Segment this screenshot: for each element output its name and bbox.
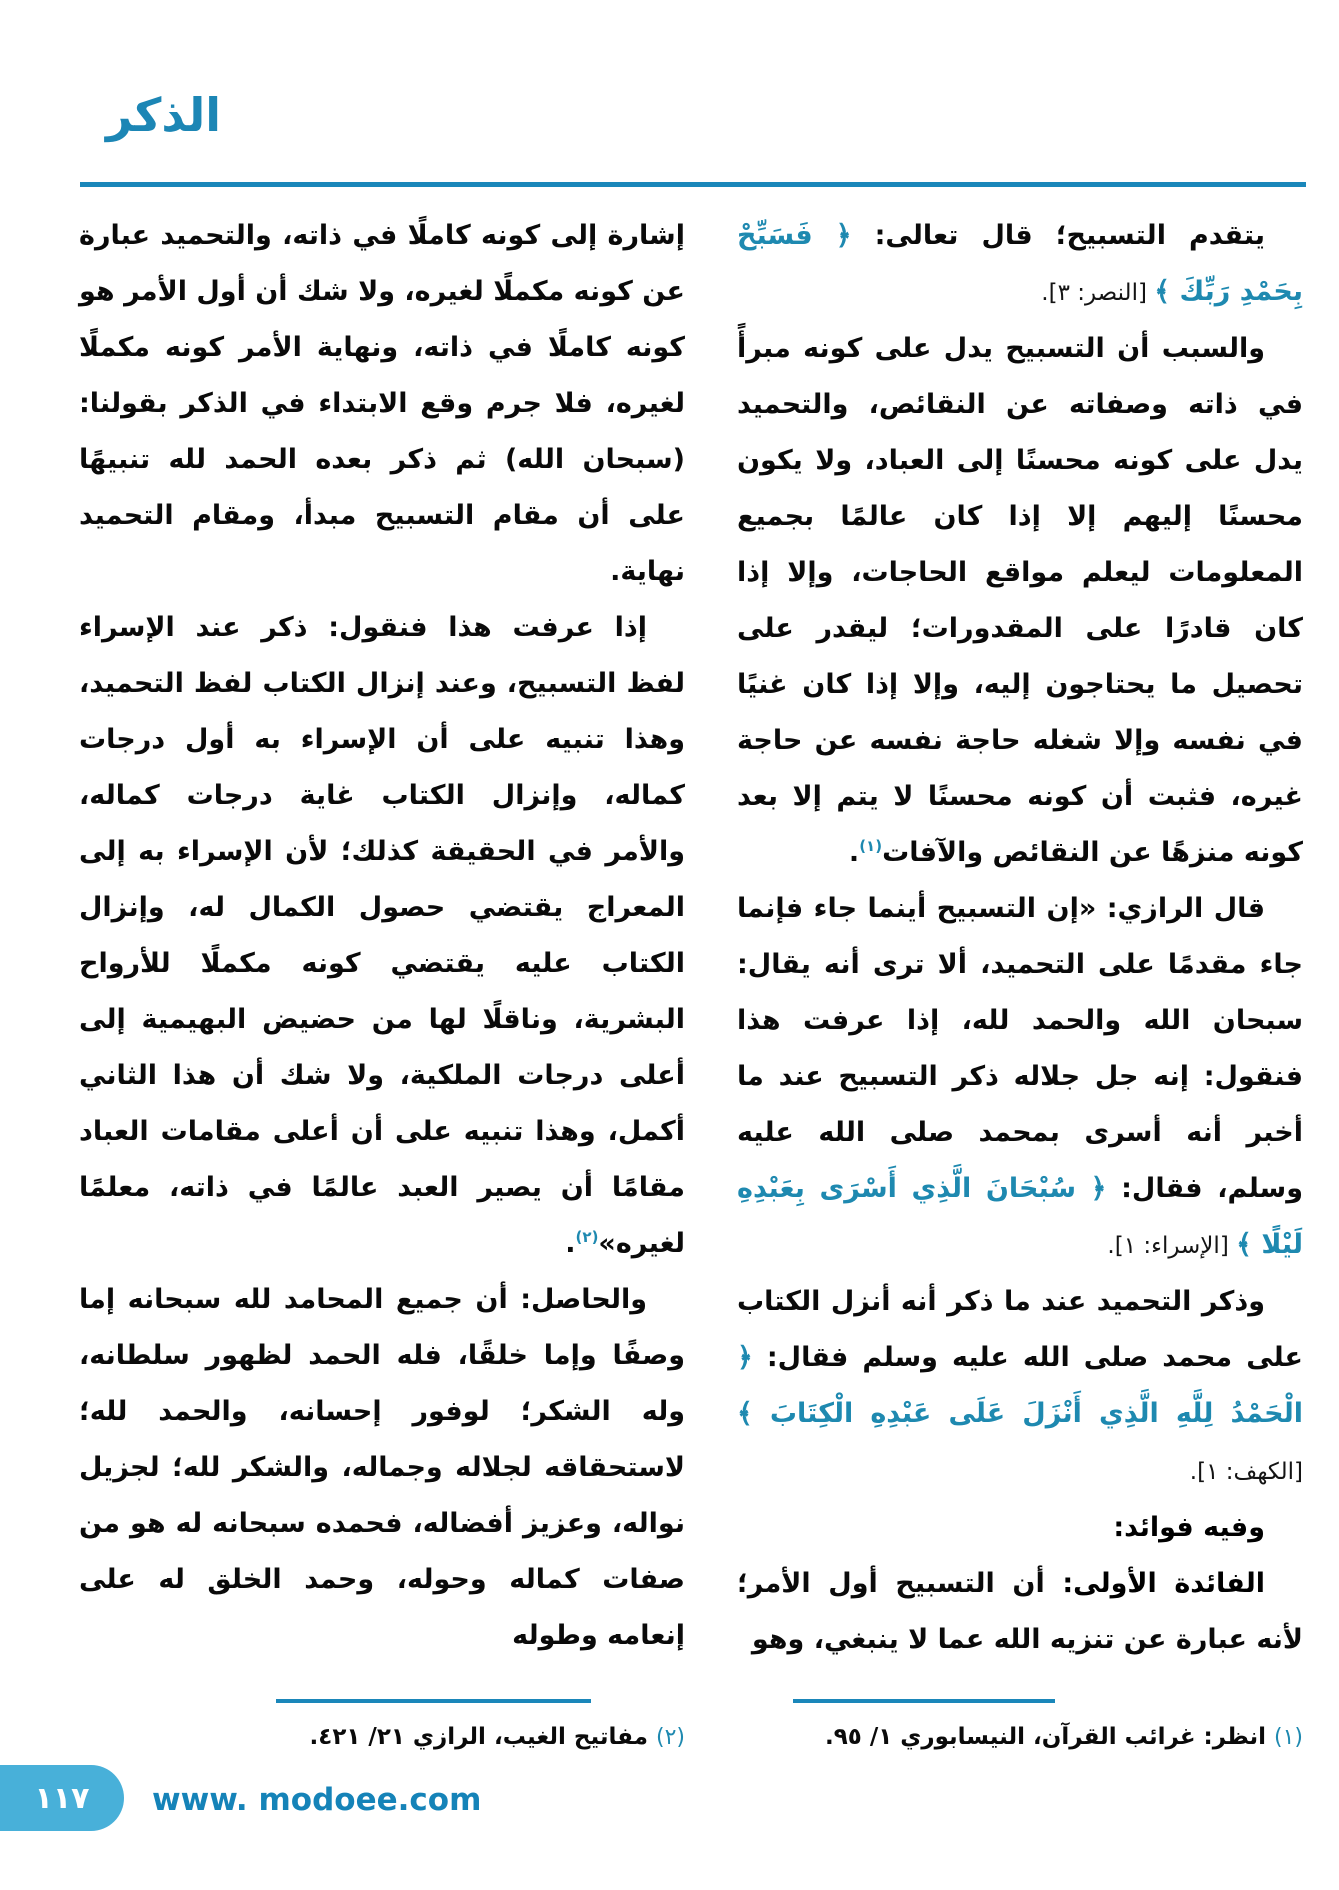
footnote-marker-1: (١) — [859, 837, 883, 855]
verse-reference: [الإسراء: ١]. — [1107, 1233, 1237, 1259]
paragraph-isra-tanbih — [79, 600, 685, 1272]
paragraph-razi-quote — [737, 881, 1303, 1274]
footnotes-right — [737, 1699, 1303, 1756]
paragraph-tasbih-reason — [737, 321, 1303, 881]
paragraph-text: وذكر التحميد عند ما ذكر أنه أنزل الكتاب على محمد صلى الله عليه وسلم فقال: — [737, 1286, 1303, 1373]
page-number-pill — [0, 1765, 124, 1831]
footnote-entry — [79, 1719, 685, 1756]
paragraph-text: . — [565, 1228, 576, 1259]
quran-verse: ﴿ سُبْحَانَ الَّذِي أَسْرَى بِعَبْدِهِ لَيْلًا ﴾ — [737, 1173, 1303, 1260]
paragraph-text: إذا عرفت هذا فنقول: ذكر عند الإسراء لفظ التسبيح، وعند إنزال الكتاب لفظ التحميد، وهذا تنبيه على أن الإسراء به أول درجات كماله، وإنزال الكتاب غاية درجات كماله، والأمر في الحقيقة كذلك؛ لأن الإسراء به إلى المعراج يقتضي حصول الكمال له، وإنزال الكتاب عليه يقتضي كونه مكملًا للأرواح البشرية، وناقلًا لها من حضيض البهيمية إلى أعلى درجات الملكية، ولا شك أن هذا الثاني أكمل، وهذا تنبيه على أن أعلى مقامات العباد مقامًا أن يصير العبد عالمًا في ذاته، معلمًا لغيره» — [79, 612, 685, 1259]
paragraph-text: أن التسبيح أول الأمر؛ لأنه عبارة عن تنزيه الله عما لا ينبغي، وهو — [737, 1568, 1303, 1655]
text-columns — [79, 208, 1303, 1764]
footnote-divider — [276, 1699, 591, 1703]
page-title: الذكر — [106, 88, 221, 142]
paragraph-text: قال الرازي: «إن التسبيح أينما جاء فإنما جاء مقدمًا على التحميد، ألا ترى أنه يقال: سبحان الله والحمد لله، إذا عرفت هذا فنقول: إنه جل جلاله ذكر التسبيح عند ما أخبر أنه أسرى بمحمد صلى الله عليه وسلم، فقال: — [737, 893, 1304, 1204]
column-left — [79, 208, 685, 1764]
quran-verse: ﴿ الْحَمْدُ لِلَّهِ الَّذِي أَنْزَلَ عَلَى عَبْدِهِ الْكِتَابَ ﴾ — [737, 1342, 1303, 1429]
paragraph-text: . — [848, 837, 860, 868]
footnote-text: مفاتيح الغيب، الرازي ٢١/ ٤٢١. — [309, 1724, 656, 1750]
paragraph-first-benefit — [737, 1556, 1303, 1668]
footnote-entry — [737, 1719, 1303, 1756]
footnote-marker-2: (٢) — [575, 1228, 599, 1246]
paragraph-text: إشارة إلى كونه كاملًا في ذاته، والتحميد عبارة عن كونه مكملًا لغيره، ولا شك أن أول الأمر هو كونه كاملًا في ذاته، ونهاية الأمر كونه مكملًا لغيره، فلا جرم وقع الابتداء في الذكر بقولنا: (سبحان الله) ثم ذكر بعده الحمد لله تنبيهًا على أن مقام التسبيح مبدأ، ومقام التحميد نهاية. — [79, 220, 685, 587]
website-url: www. modoee.com — [152, 1782, 482, 1818]
footnote-divider — [793, 1699, 1055, 1703]
paragraph-text: والسبب أن التسبيح يدل على كونه مبرأً في ذاته وصفاته عن النقائص، والتحميد يدل على كونه محسنًا إلى العباد، ولا يكون محسنًا إليهم إلا إذا كان عالمًا بجميع المعلومات ليعلم مواقع الحاجات، وإلا إذا كان قادرًا على المقدورات؛ ليقدر على تحصيل ما يحتاجون إليه، وإلا إذا كان غنيًا في نفسه وإلا شغله حاجة نفسه عن حاجة غيره، فثبت أن كونه محسنًا لا يتم إلا بعد كونه منزهًا عن النقائص والآفات — [737, 333, 1303, 868]
footnotes-left — [79, 1699, 685, 1756]
section-heading-benefits: وفيه فوائد: — [1113, 1512, 1265, 1543]
paragraph-tahmid — [737, 1274, 1303, 1500]
quran-verse: ﴿ فَسَبِّحْ بِحَمْدِ رَبِّكَ ﴾ — [737, 220, 1303, 307]
footnote-number: (١) — [1273, 1725, 1303, 1750]
verse-reference: [الكهف: ١]. — [1189, 1459, 1303, 1485]
paragraph-text: يتقدم التسبيح؛ قال تعالى: — [851, 220, 1265, 251]
column-right — [737, 208, 1303, 1764]
paragraph-text: والحاصل: أن جميع المحامد لله سبحانه إما وصفًا وإما خلقًا، فله الحمد لظهور سلطانه، وله الشكر؛ لوفور إحسانه، والحمد لله؛ لاستحقاقه لجلاله وجماله، والشكر لله؛ لجزيل نواله، وعزيز أفضاله، فحمده سبحانه له هو من صفات كماله وحوله، وحمد الخلق له على إنعامه وطوله — [79, 1284, 685, 1651]
header-rule — [80, 182, 1306, 187]
footnote-number: (٢) — [655, 1725, 685, 1750]
paragraph-quran-nasr — [737, 208, 1303, 321]
benefit-heading: الفائدة الأولى: — [1062, 1568, 1265, 1599]
paragraph-summary — [79, 1272, 685, 1664]
paragraph-continuation — [79, 208, 685, 600]
page-number: ١١٧ — [34, 1780, 90, 1816]
verse-reference: [النصر: ٣]. — [1041, 280, 1155, 306]
footnote-text: انظر: غرائب القرآن، النيسابوري ١/ ٩٥. — [824, 1724, 1274, 1750]
